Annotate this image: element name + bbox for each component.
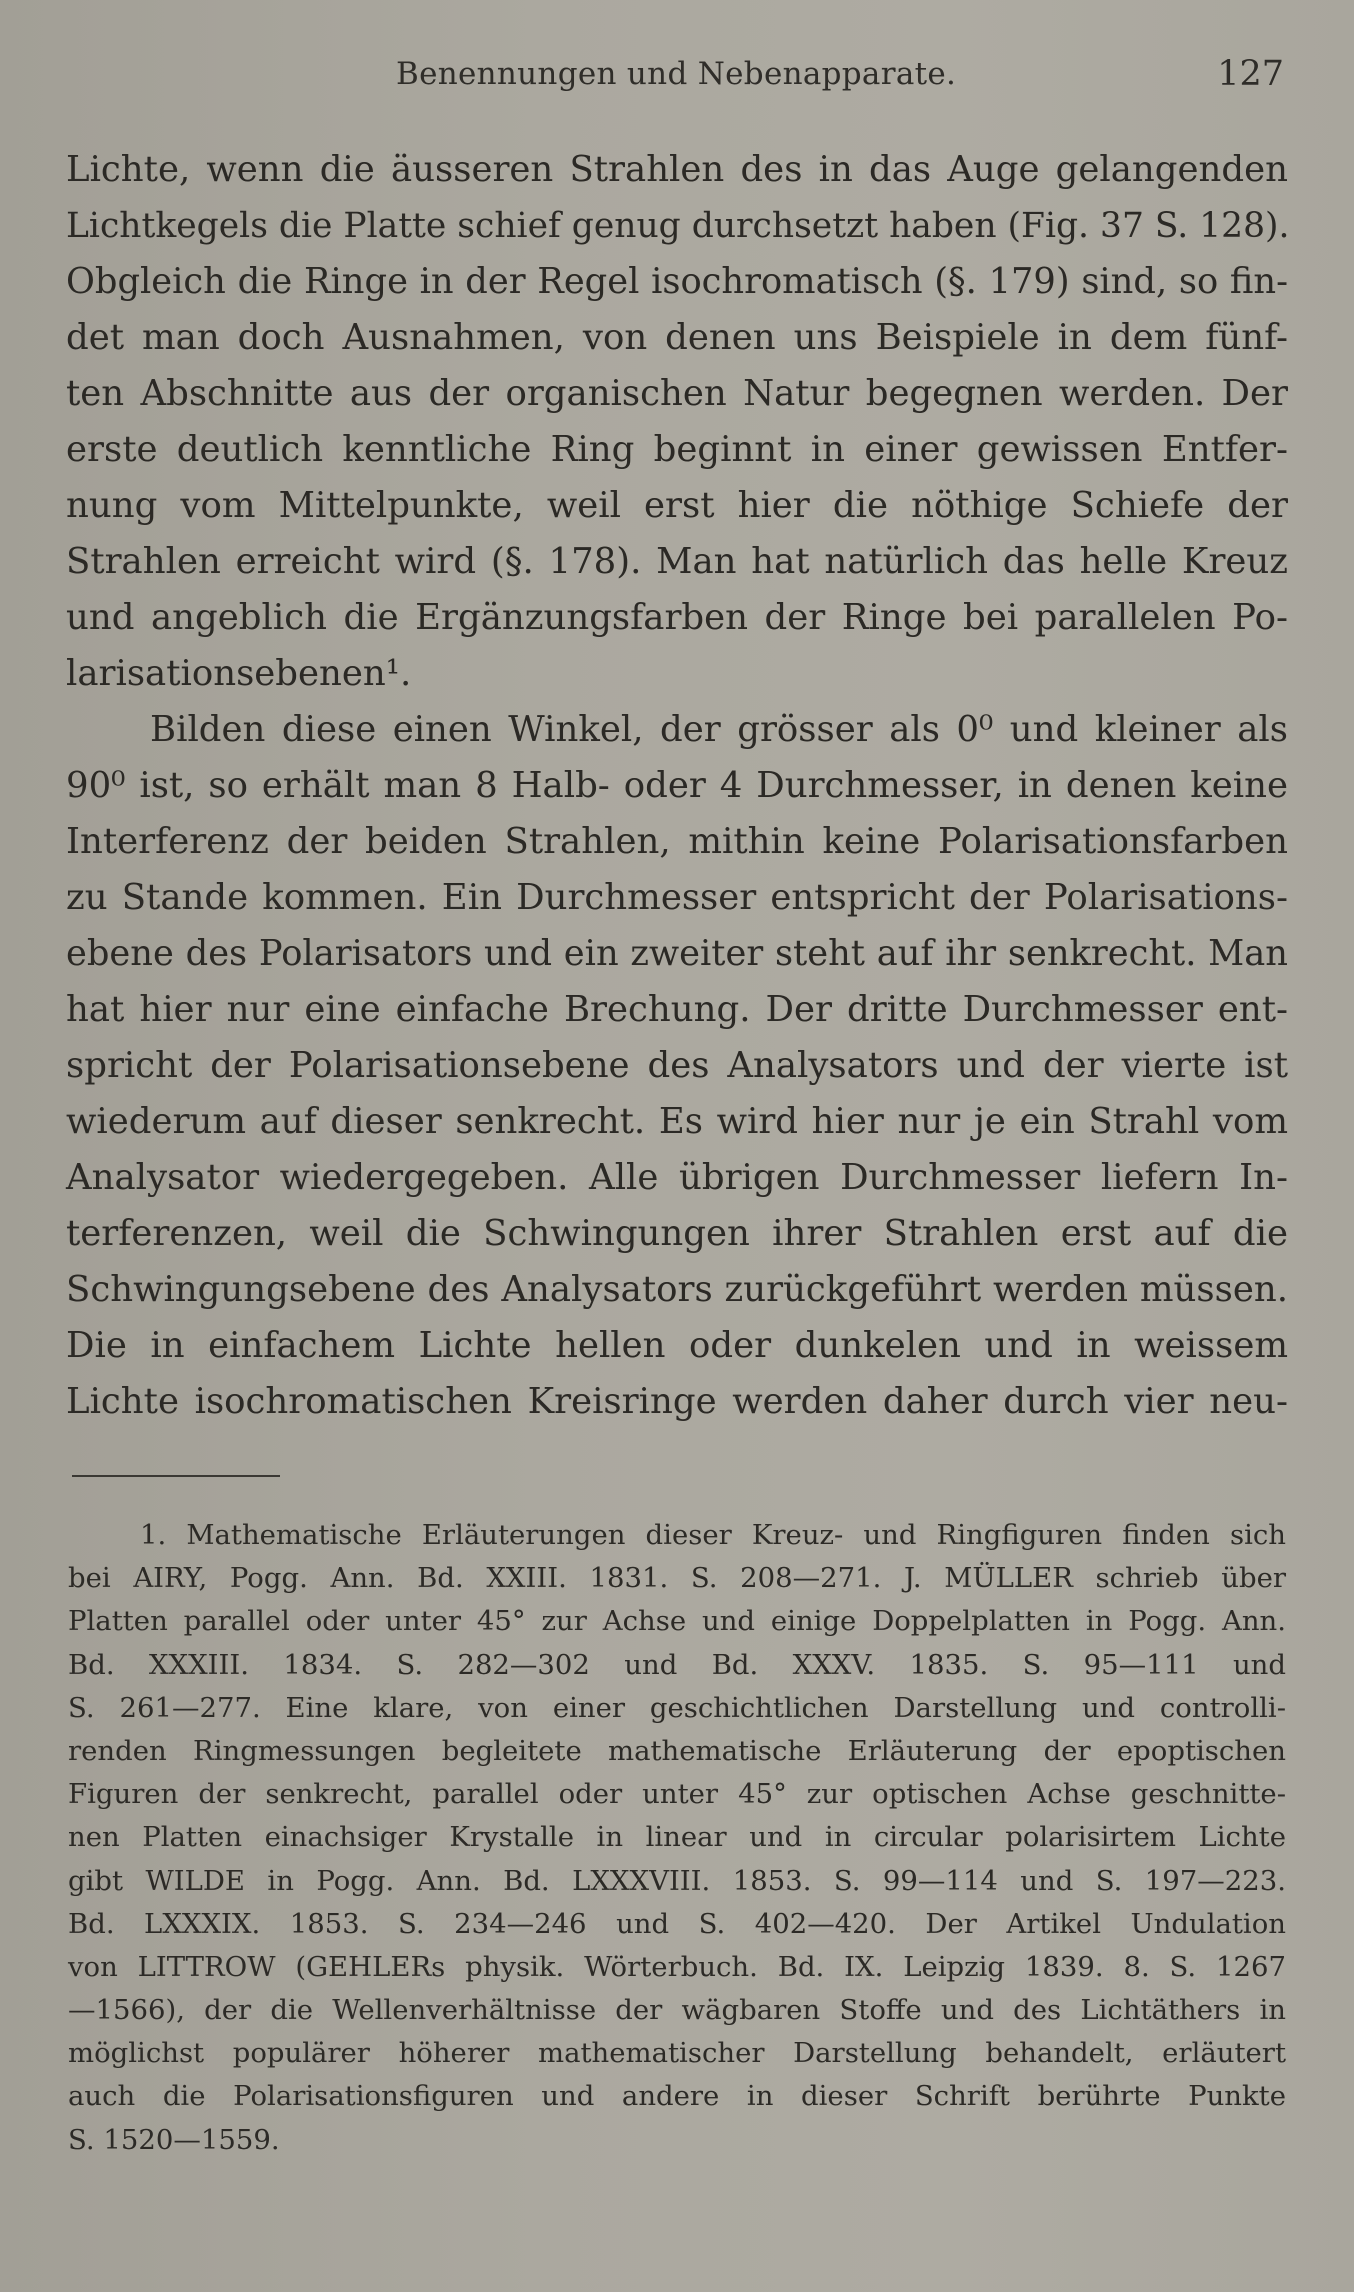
text-line: Schwingungsebene des Analysators zurückgeführt werden müssen. <box>66 1269 1288 1310</box>
text-line: Bilden diese einen Winkel, der grösser als 0⁰ und kleiner als <box>150 709 1288 750</box>
text-line: Interferenz der beiden Strahlen, mithin keine Polarisationsfarben <box>66 821 1288 862</box>
footnote-line: Platten parallel oder unter 45° zur Achse und einige Doppelplatten in Pogg. Ann. <box>68 1605 1286 1638</box>
main-text <box>66 142 1288 1430</box>
text-line: Strahlen erreicht wird (§. 178). Man hat natürlich das helle Kreuz <box>66 541 1288 582</box>
running-title: Benennungen und Nebenapparate. <box>396 56 957 92</box>
footnote-line: bei AIRY, Pogg. Ann. Bd. XXIII. 1831. S. 208—271. J. MÜLLER schrieb über <box>68 1562 1286 1595</box>
text-line: 90⁰ ist, so erhält man 8 Halb- oder 4 Durchmesser, in denen keine <box>66 765 1288 806</box>
footnote-line: S. 261—277. Eine klare, von einer geschichtlichen Darstellung und controlli- <box>68 1691 1286 1724</box>
text-line: Lichte, wenn die äusseren Strahlen des in das Auge gelangenden <box>66 149 1288 190</box>
text-line: det man doch Ausnahmen, von denen uns Beispiele in dem fünf- <box>66 317 1288 358</box>
footnote-line: renden Ringmessungen begleitete mathematische Erläuterung der epoptischen <box>68 1734 1286 1767</box>
text-line: Lichtkegels die Platte schief genug durchsetzt haben (Fig. 37 S. 128). <box>66 206 1290 246</box>
footnote-line: gibt WILDE in Pogg. Ann. Bd. LXXXVIII. 1853. S. 99—114 und S. 197—223. <box>68 1864 1286 1897</box>
page-header <box>66 52 1288 102</box>
footnote-line: 1. Mathematische Erläuterungen dieser Kreuz- und Ringfiguren finden sich <box>140 1519 1286 1551</box>
text-line: ebene des Polarisators und ein zweiter steht auf ihr senkrecht. Man <box>66 933 1288 974</box>
footnote-line: Figuren der senkrecht, parallel oder unter 45° zur optischen Achse geschnitte- <box>68 1778 1286 1811</box>
text-line: wiederum auf dieser senkrecht. Es wird hier nur je ein Strahl vom <box>66 1101 1288 1142</box>
footnote-line: nen Platten einachsiger Krystalle in linear und in circular polarisirtem Lichte <box>68 1821 1286 1854</box>
text-line: erste deutlich kenntliche Ring beginnt in einer gewissen Entfer- <box>66 429 1288 470</box>
footnote-line: S. 1520—1559. <box>68 2123 280 2156</box>
text-line: larisationsebenen¹. <box>66 653 412 694</box>
text-line: und angeblich die Ergänzungsfarben der Ringe bei parallelen Po- <box>66 597 1288 638</box>
footnote-line: —1566), der die Wellenverhältnisse der wägbaren Stoffe und des Lichtäthers in <box>68 1994 1286 2027</box>
text-line: terferenzen, weil die Schwingungen ihrer Strahlen erst auf die <box>66 1213 1288 1254</box>
page-number: 127 <box>1217 54 1284 94</box>
footnotes <box>68 1514 1286 2162</box>
footnote-line: Bd. XXXIII. 1834. S. 282—302 und Bd. XXXV. 1835. S. 95—111 und <box>68 1648 1286 1681</box>
text-line: Lichte isochromatischen Kreisringe werden daher durch vier neu- <box>66 1381 1288 1422</box>
text-line: ten Abschnitte aus der organischen Natur begegnen werden. Der <box>66 373 1288 414</box>
text-line: Analysator wiedergegeben. Alle übrigen Durchmesser liefern In- <box>66 1157 1288 1198</box>
footnote-separator <box>72 1475 280 1477</box>
text-line: hat hier nur eine einfache Brechung. Der dritte Durchmesser ent- <box>66 989 1288 1030</box>
text-line: Obgleich die Ringe in der Regel isochromatisch (§. 179) sind, so fin- <box>66 261 1288 302</box>
footnote-line: von LITTROW (GEHLERs physik. Wörterbuch. Bd. IX. Leipzig 1839. 8. S. 1267 <box>68 1950 1286 1983</box>
text-line: zu Stande kommen. Ein Durchmesser entspricht der Polarisations- <box>66 877 1288 918</box>
footnote-line: möglichst populärer höherer mathematischer Darstellung behandelt, erläutert <box>68 2037 1286 2070</box>
footnote-line: auch die Polarisationsfiguren und andere in dieser Schrift berührte Punkte <box>68 2080 1286 2113</box>
footnote-line: Bd. LXXXIX. 1853. S. 234—246 und S. 402—420. Der Artikel Undulation <box>68 1907 1286 1940</box>
text-line: Die in einfachem Lichte hellen oder dunkelen und in weissem <box>66 1325 1288 1366</box>
text-line: nung vom Mittelpunkte, weil erst hier die nöthige Schiefe der <box>66 485 1288 526</box>
text-line: spricht der Polarisationsebene des Analysators und der vierte ist <box>66 1045 1288 1086</box>
